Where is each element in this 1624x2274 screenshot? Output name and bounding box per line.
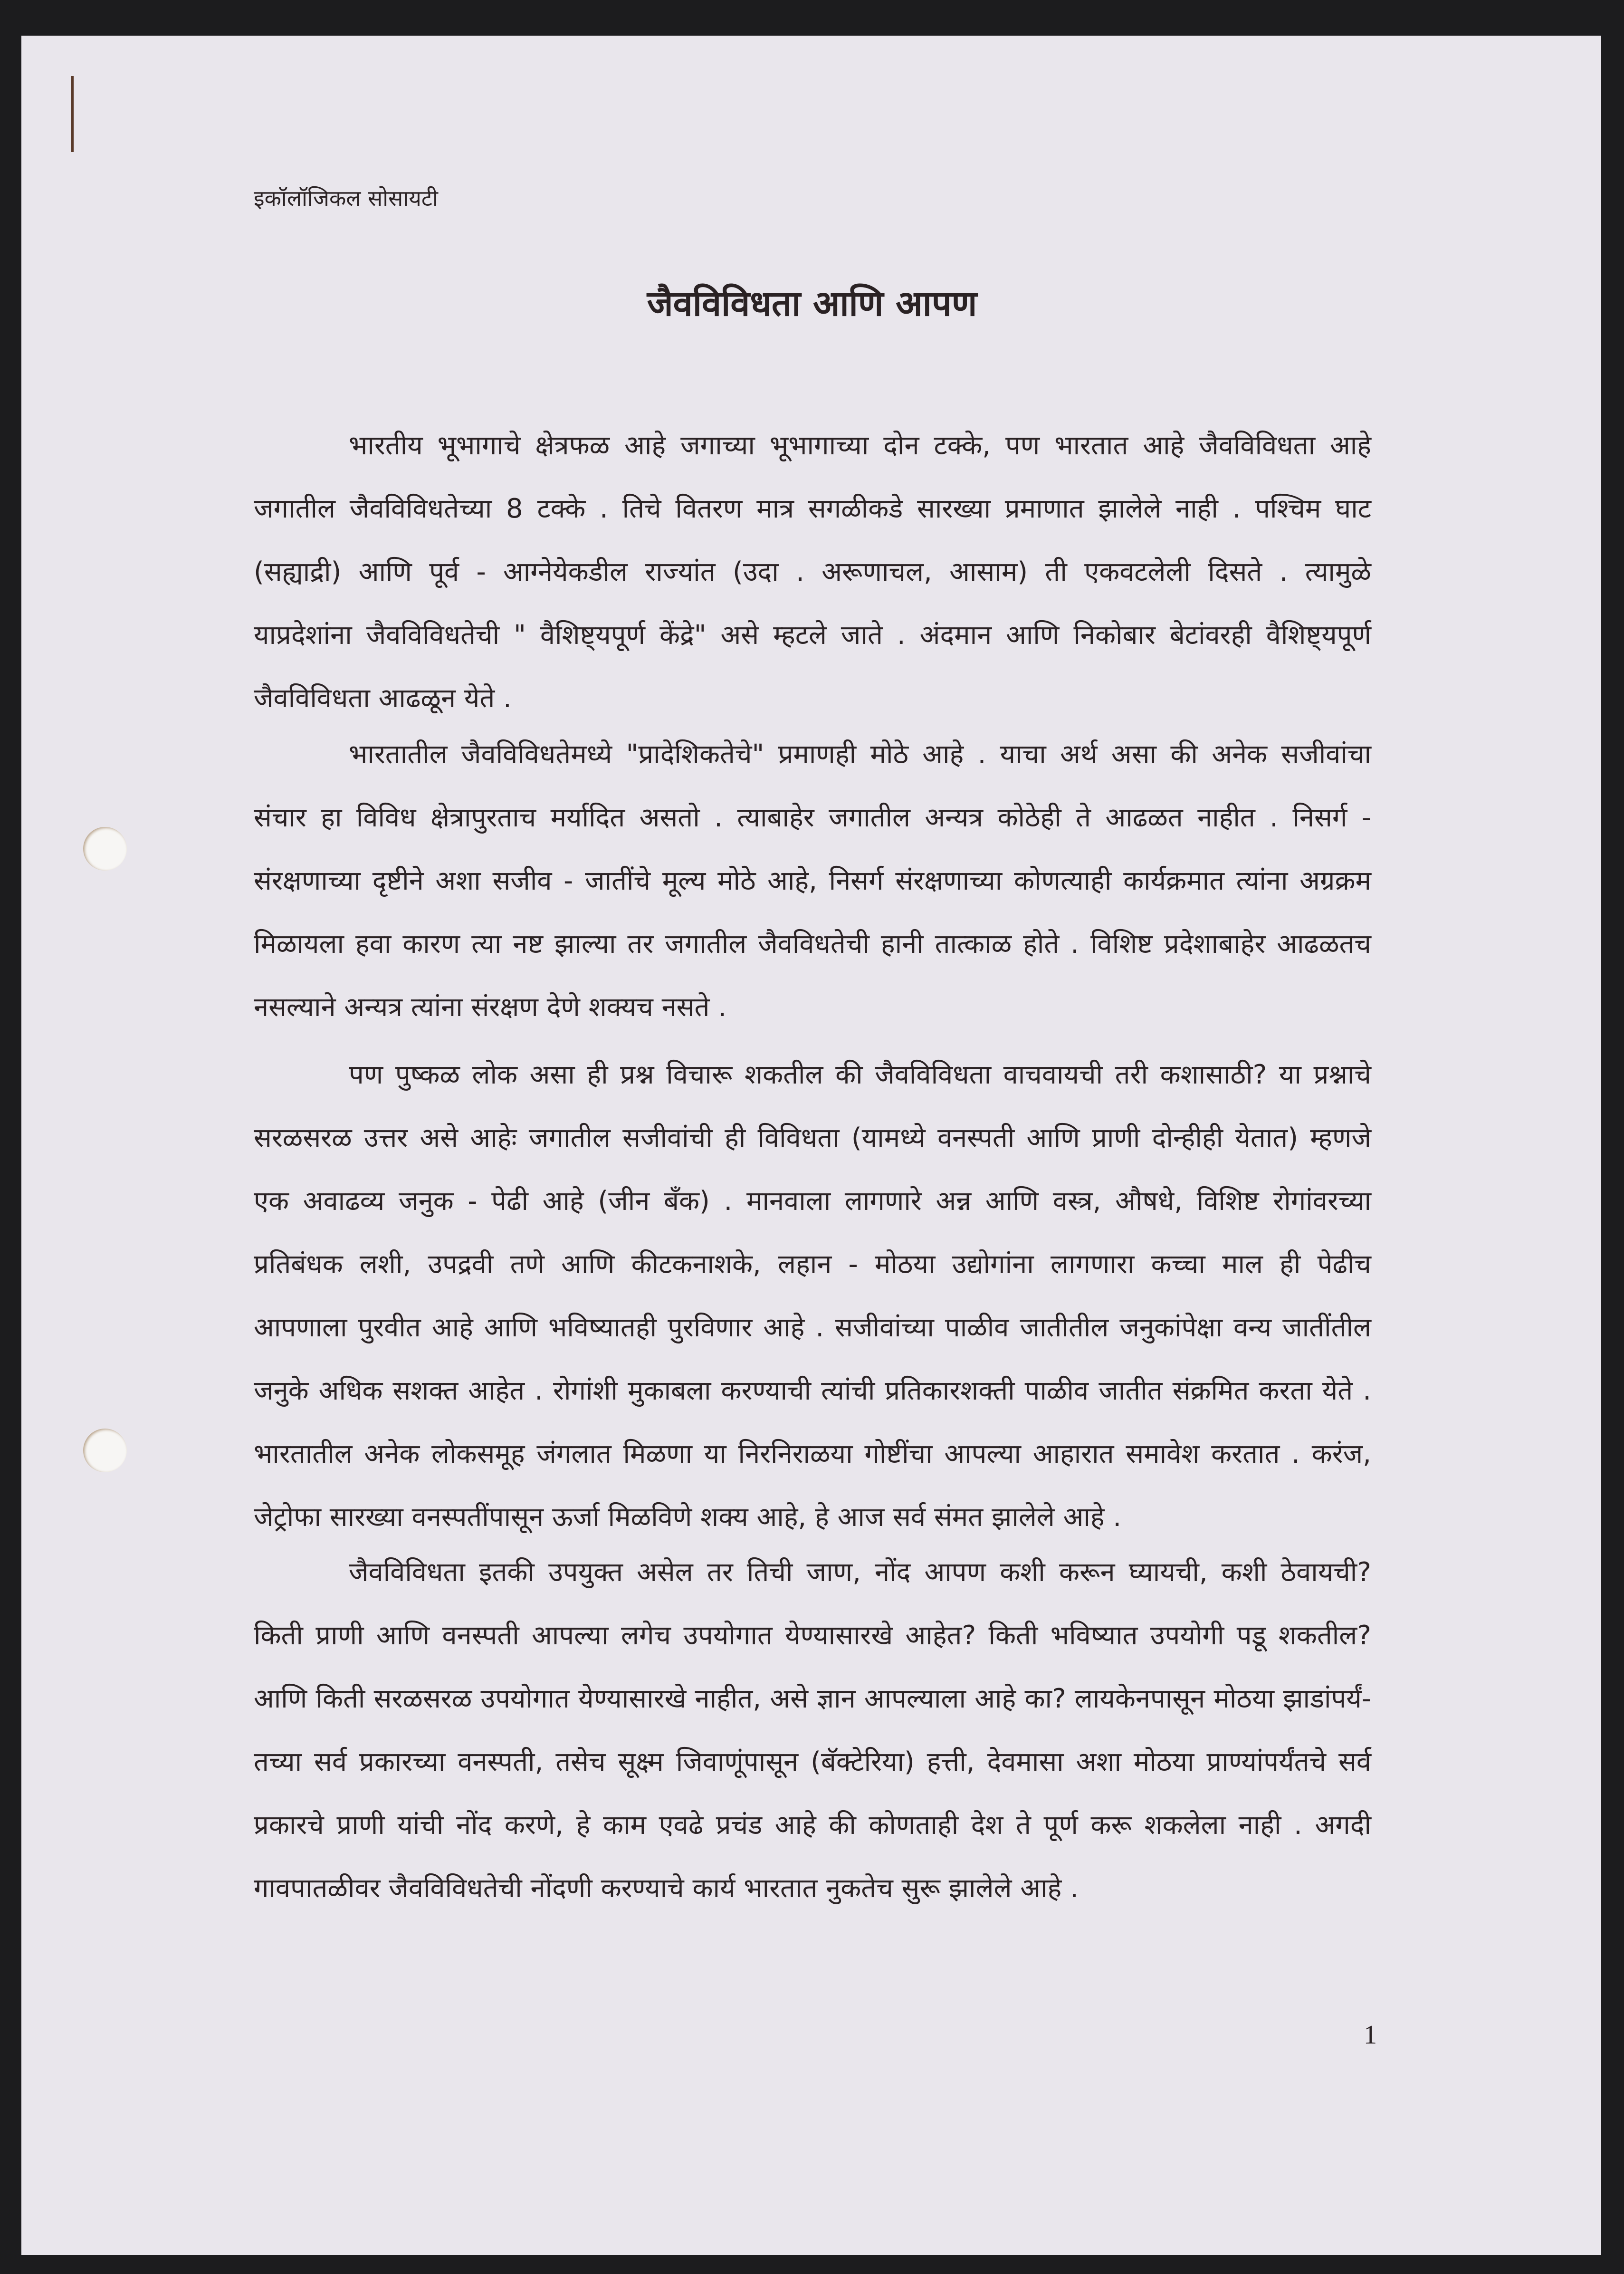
text-line: आणि किती सरळसरळ उपयोगात येण्यासारखे नाहीत, असे ज्ञान आपल्याला आहे का? लायकेनपासून मोठया झाडांपर्यं-	[254, 1683, 1371, 1714]
organization-header: इकॉलॉजिकल सोसायटी	[254, 185, 438, 211]
text-line: आपणाला पुरवीत आहे आणि भविष्यातही पुरविणार आहे . सजीवांच्या पाळीव जातीतील जनुकांपेक्षा वन्य जातींतील	[254, 1312, 1371, 1343]
paragraph-3	[254, 1043, 1371, 1549]
text-line: संरक्षणाच्या दृष्टीने अशा सजीव - जातींचे मूल्य मोठे आहे, निसर्ग संरक्षणाच्या कोणत्याही कार्यक्रमात त्यांना अग्रक्रम	[254, 865, 1371, 896]
text-line: भारतातील अनेक लोकसमूह जंगलात मिळणा या निरनिराळया गोष्टींचा आपल्या आहारात समावेश करतात . करंज,	[254, 1439, 1371, 1469]
text-line: (सह्याद्री) आणि पूर्व - आग्नेयेकडील राज्यांत (उदा . अरूणाचल, आसाम) ती एकवटलेली दिसते . त्यामुळे	[254, 557, 1371, 587]
text-line: प्रकारचे प्राणी यांची नोंद करणे, हे काम एवढे प्रचंड आहे की कोणताही देश ते पूर्ण करू शकलेला नाही . अगदी	[254, 1810, 1371, 1841]
text-line: नसल्याने अन्यत्र त्यांना संरक्षण देणे शक्यच नसते .	[254, 992, 727, 1023]
document-title: जैवविविधता आणि आपण	[647, 283, 977, 324]
text-line: किती प्राणी आणि वनस्पती आपल्या लगेच उपयोगात येण्यासारखे आहेत? किती भविष्यात उपयोगी पडू शकतील?	[254, 1620, 1371, 1651]
text-line: जैवविविधता इतकी उपयुक्त असेल तर तिची जाण, नोंद आपण कशी करून घ्यायची, कशी ठेवायची?	[349, 1557, 1371, 1588]
text-line: जेट्रोफा सारख्या वनस्पतींपासून ऊर्जा मिळविणे शक्य आहे, हे आज सर्व संमत झालेले आहे .	[254, 1502, 1122, 1533]
text-line: जनुके अधिक सशक्त आहेत . रोगांशी मुकाबला करण्याची त्यांची प्रतिकारशक्ती पाळीव जातीत संक्रमित करता येते .	[254, 1375, 1371, 1406]
text-line: जैवविविधता आढळून येते .	[254, 683, 512, 714]
text-line: याप्रदेशांना जैवविविधतेची " वैशिष्ट्यपूर्ण केंद्रे" असे म्हटले जाते . अंदमान आणि निकोबार बेटांवरही वैशिष्ट्यपूर्ण	[254, 620, 1371, 651]
paragraph-4	[254, 1541, 1371, 1920]
text-line: संचार हा विविध क्षेत्रापुरताच मर्यादित असतो . त्याबाहेर जगातील अन्यत्र कोठेही ते आढळत नाहीत . निसर्ग -	[254, 802, 1371, 833]
text-line: पण पुष्कळ लोक असा ही प्रश्न विचारू शकतील की जैवविविधता वाचवायची तरी कशासाठी? या प्रश्नाचे	[349, 1059, 1371, 1090]
text-line: मिळायला हवा कारण त्या नष्ट झाल्या तर जगातील जैवविधतेची हानी तात्काळ होते . विशिष्ट प्रदेशाबाहेर आढळतच	[254, 929, 1371, 959]
text-line: भारतातील जैवविविधतेमध्ये "प्रादेशिकतेचे" प्रमाणही मोठे आहे . याचा अर्थ असा की अनेक सजीवांचा	[349, 739, 1371, 770]
punch-hole	[83, 1429, 127, 1472]
text-line: भारतीय भूभागाचे क्षेत्रफळ आहे जगाच्या भूभागाच्या दोन टक्के, पण भारतात आहे जैवविविधता आहे	[349, 430, 1371, 461]
paragraph-1	[254, 414, 1371, 730]
punch-hole	[83, 827, 127, 871]
text-line: सरळसरळ उत्तर असे आहेः जगातील सजीवांची ही विविधता (यामध्ये वनस्पती आणि प्राणी दोन्हीही येतात) म्हणजे	[254, 1123, 1371, 1153]
text-line: तच्या सर्व प्रकारच्या वनस्पती, तसेच सूक्ष्म जिवाणूंपासून (बॅक्टेरिया) हत्ती, देवमासा अशा मोठया प्राण्यांपर्यंतचे सर्व	[254, 1746, 1371, 1777]
text-line: जगातील जैवविविधतेच्या 8 टक्के . तिचे वितरण मात्र सगळीकडे सारख्या प्रमाणात झालेले नाही . पश्चिम घाट	[254, 493, 1371, 524]
text-line: एक अवाढव्य जनुक - पेढी आहे (जीन बँक) . मानवाला लागणारे अन्न आणि वस्त्र, औषधे, विशिष्ट रोगांवरच्या	[254, 1186, 1371, 1217]
page-number: 1	[1364, 2020, 1377, 2050]
text-line: प्रतिबंधक लशी, उपद्रवी तणे आणि कीटकनाशके, लहान - मोठया उद्योगांना लागणारा कच्चा माल ही पेढीच	[254, 1249, 1371, 1280]
pen-mark	[71, 76, 74, 152]
paragraph-2	[254, 723, 1371, 1039]
text-line: गावपातळीवर जैवविविधतेची नोंदणी करण्याचे कार्य भारतात नुकतेच सुरू झालेले आहे .	[254, 1873, 1079, 1904]
